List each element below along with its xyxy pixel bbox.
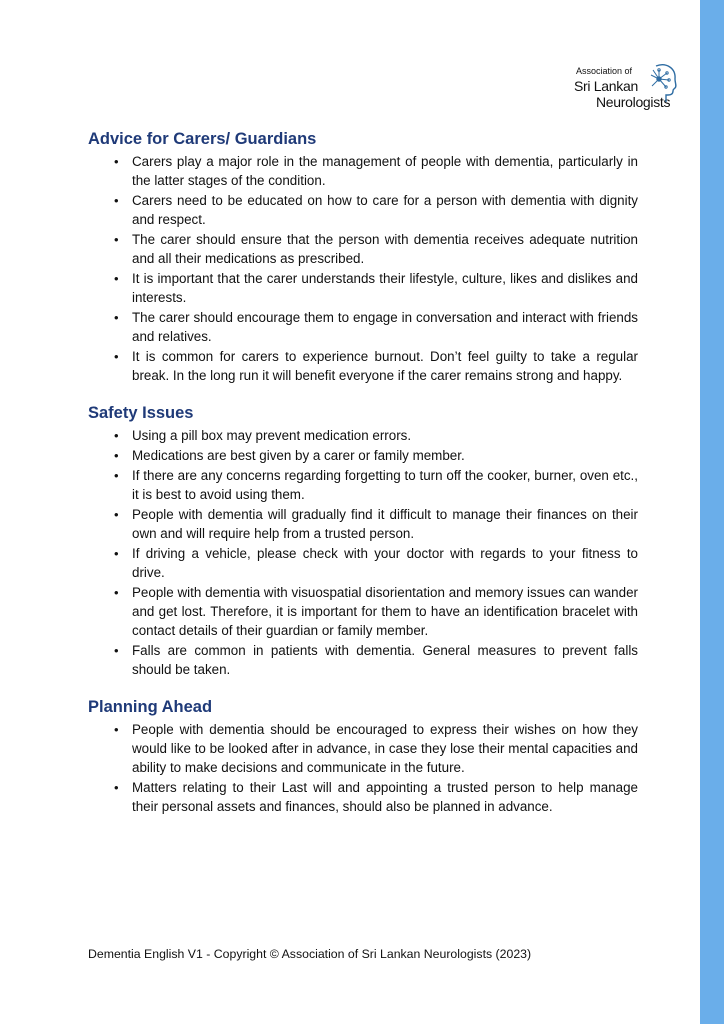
- safety-list: [88, 426, 638, 679]
- list-item: • People with dementia will gradually find it difficult to manage their finances on their own and will require help from a trusted person.: [114, 507, 638, 541]
- section-planning: [88, 697, 638, 816]
- logo-line-1: Association of: [576, 66, 633, 76]
- logo-line-3: Neurologists: [596, 94, 671, 110]
- document-content: [88, 129, 638, 834]
- logo-line-2: Sri Lankan: [574, 78, 638, 94]
- section-title-carers: Advice for Carers/ Guardians: [88, 130, 317, 148]
- list-item: • If there are any concerns regarding forgetting to turn off the cooker, burner, oven etc., it is best to avoid using them.: [114, 468, 638, 502]
- list-item: • Using a pill box may prevent medication errors.: [114, 428, 412, 443]
- list-item: • The carer should encourage them to engage in conversation and interact with friends and relatives.: [114, 310, 638, 344]
- list-item: • Carers play a major role in the management of people with dementia, particularly in the latter stages of the condition.: [114, 154, 638, 188]
- list-item: • If driving a vehicle, please check with your doctor with regards to your fitness to drive.: [114, 546, 638, 580]
- section-safety: [88, 403, 638, 679]
- head-neuron-icon: [644, 62, 678, 106]
- list-item: • It is common for carers to experience burnout. Don’t feel guilty to take a regular break. In the long run it will benefit everyone if the carer remains strong and happy.: [114, 349, 638, 383]
- list-item: • People with dementia should be encouraged to express their wishes on how they would like to be looked after in advance, in case they lose their mental capacities and ability to make decisions and communicate in the future.: [114, 722, 638, 775]
- side-accent-bar: [700, 0, 724, 1024]
- section-title-planning: Planning Ahead: [88, 698, 213, 716]
- list-item: • People with dementia with visuospatial disorientation and memory issues can wander and get lost. Therefore, it is important for them to have an identification bracelet with contact details of their guardian or family member.: [114, 585, 638, 638]
- page-footer: Dementia English V1 - Copyright © Association of Sri Lankan Neurologists (2023): [88, 947, 532, 961]
- association-logo: [574, 62, 680, 114]
- list-item: • It is important that the carer understands their lifestyle, culture, likes and dislikes and interests.: [114, 271, 638, 305]
- section-carers: [88, 129, 638, 385]
- planning-list: [88, 720, 638, 816]
- list-item: • The carer should ensure that the person with dementia receives adequate nutrition and all their medications as prescribed.: [114, 232, 638, 266]
- list-item: • Matters relating to their Last will and appointing a trusted person to help manage their personal assets and finances, should also be planned in advance.: [114, 780, 638, 814]
- list-item: • Carers need to be educated on how to care for a person with dementia with dignity and respect.: [114, 193, 638, 227]
- carers-list: [88, 152, 638, 385]
- list-item: • Falls are common in patients with dementia. General measures to prevent falls should be taken.: [114, 643, 638, 677]
- list-item: • Medications are best given by a carer or family member.: [114, 448, 465, 463]
- section-title-safety: Safety Issues: [88, 404, 194, 422]
